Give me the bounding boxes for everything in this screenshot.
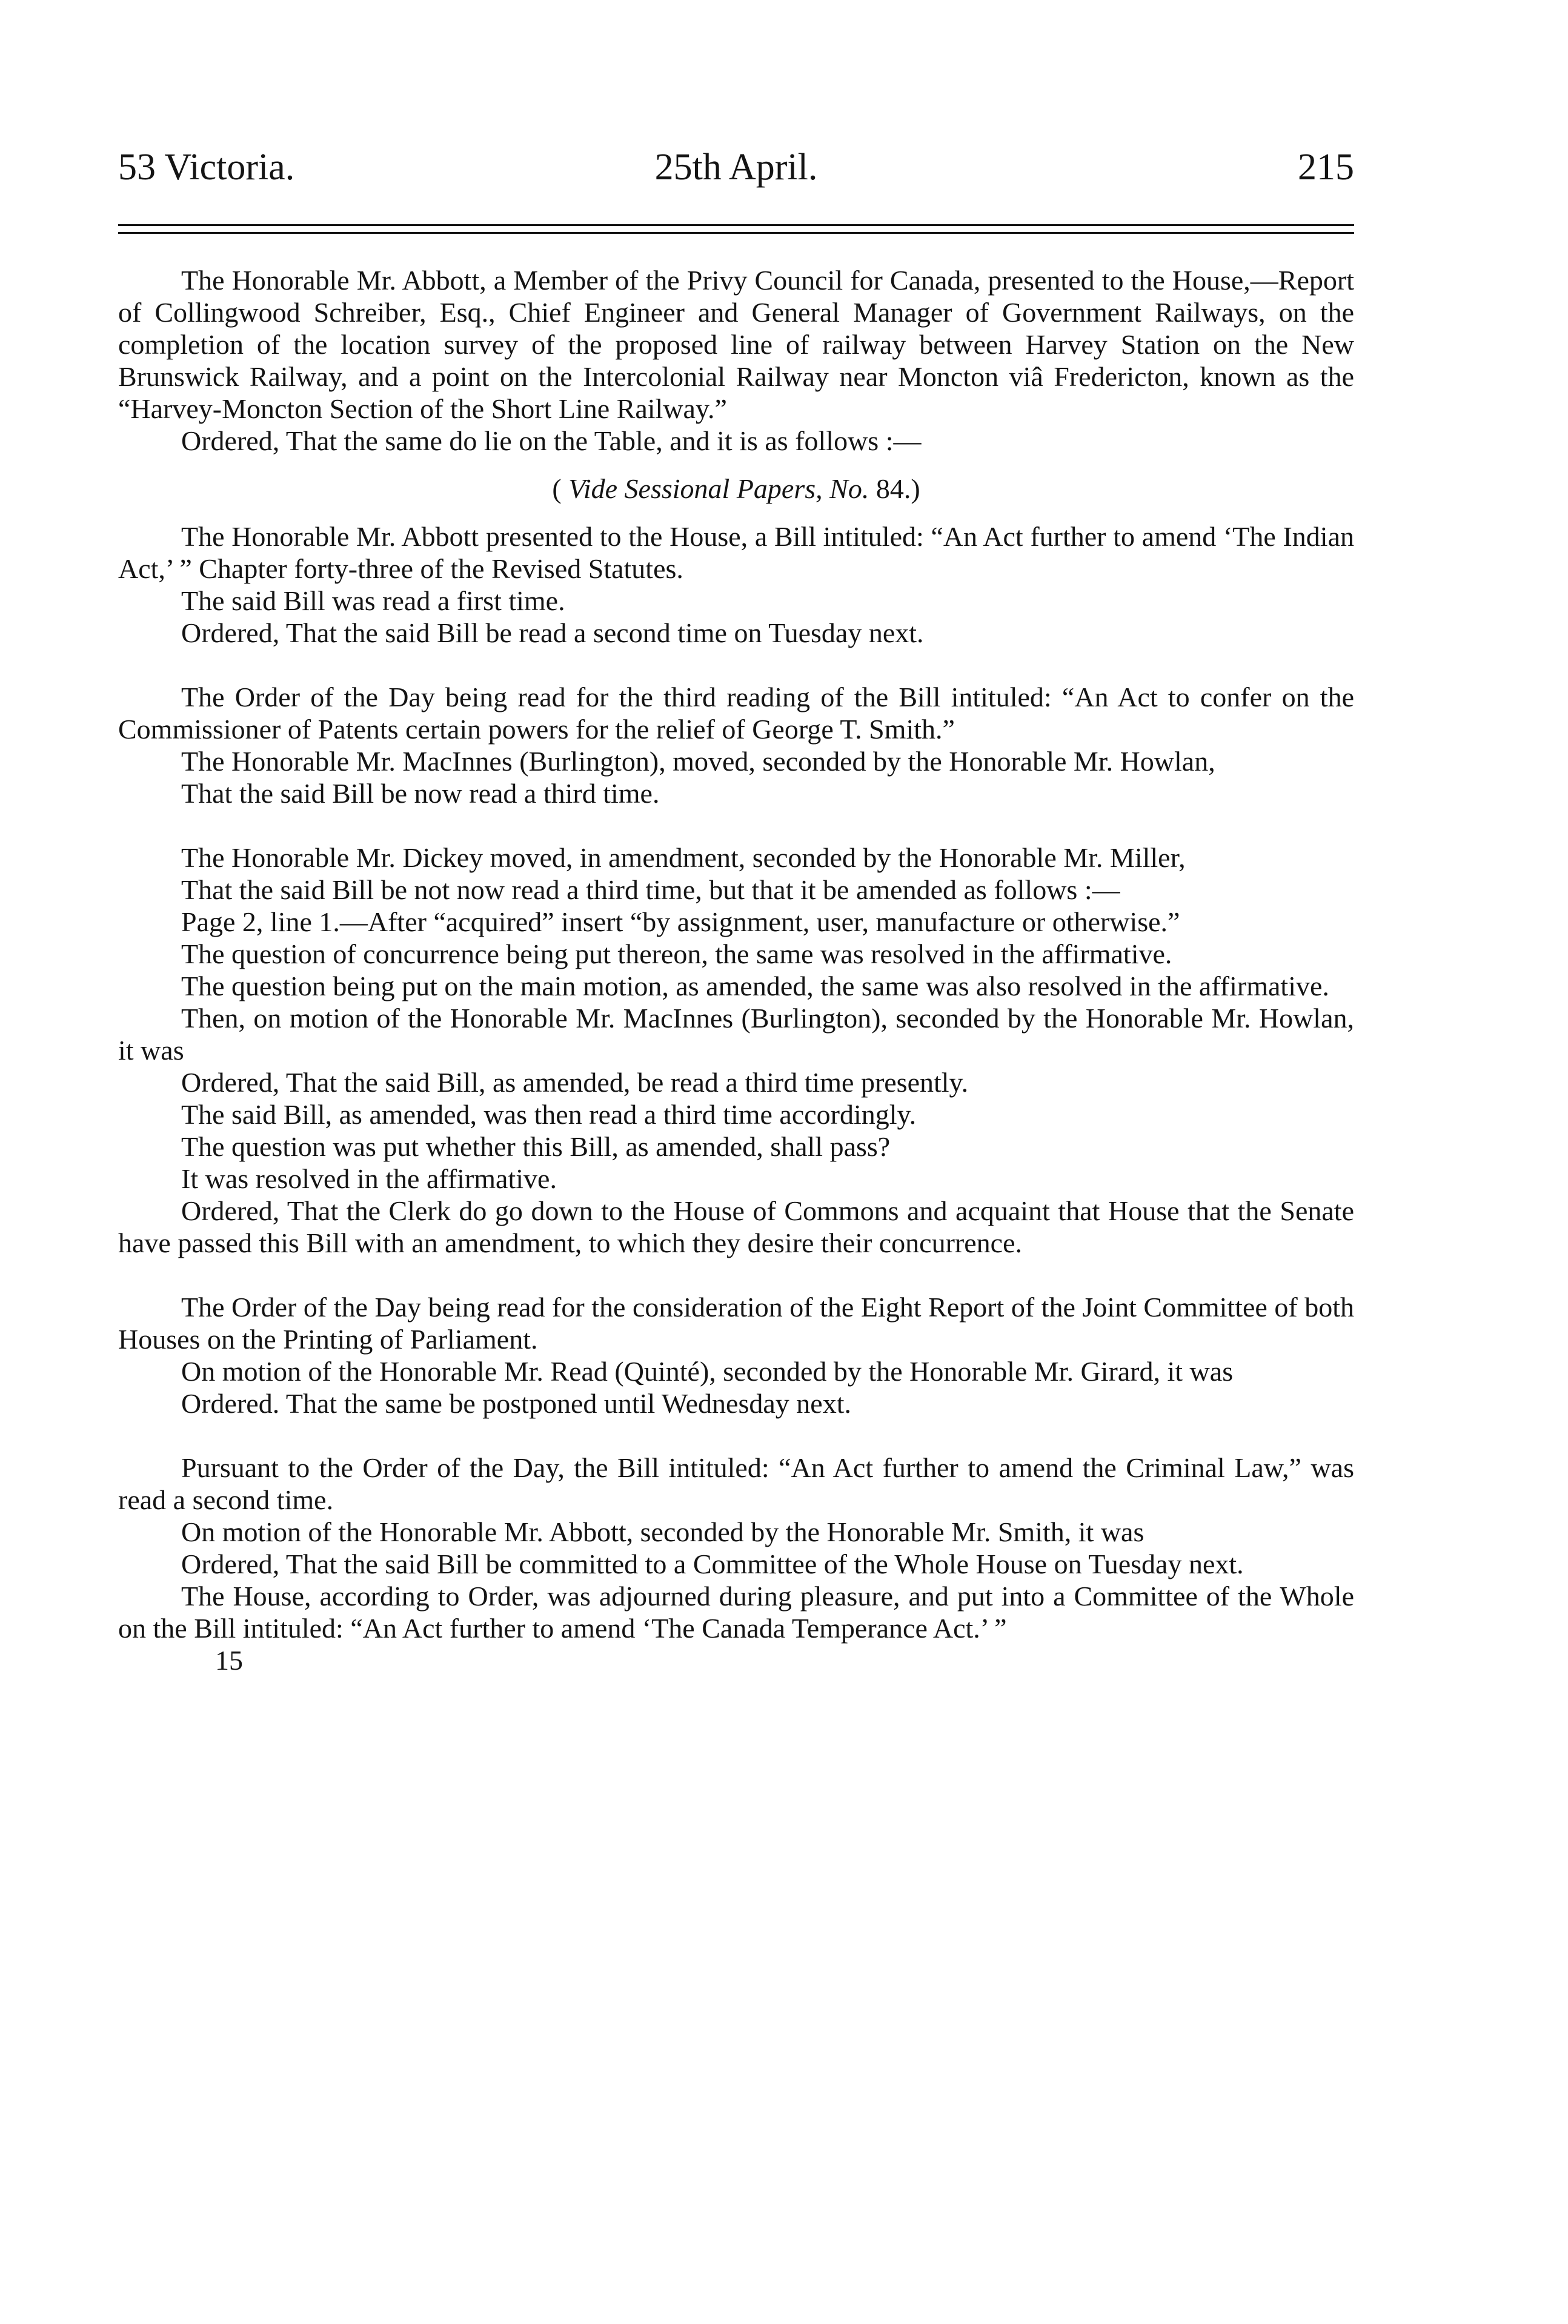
vide-text: Vide Sessional Papers, No. [568, 473, 869, 504]
paragraph: That the said Bill be now read a third time. [181, 778, 660, 809]
paragraph: On motion of the Honorable Mr. Abbott, seconded by the Honorable Mr. Smith, it was [181, 1516, 1144, 1547]
paragraph: Pursuant to the Order of the Day, the Bill intituled: “An Act further to amend the Criminal Law,” was read a second time. [118, 1452, 1354, 1515]
header-rule-bottom [118, 232, 1354, 234]
paragraph: Ordered, That the said Bill, as amended, be read a third time presently. [181, 1067, 969, 1098]
paragraph: The Honorable Mr. Abbott, a Member of the Privy Council for Canada, presented to the House,—Report of Collingwood Schreiber, Esq., Chief Engineer and General Manager of Government Railways, on the completion of the location survey of the proposed line of railway between Harvey Station on the New Brunswick Railway, and a point on the Intercolonial Railway near Moncton viâ Fredericton, known as the “Harvey-Moncton Section of the Short Line Railway.” [118, 265, 1354, 424]
paragraph: On motion of the Honorable Mr. Read (Quinté), seconded by the Honorable Mr. Girard, it was [181, 1356, 1234, 1387]
paragraph: Ordered, That the Clerk do go down to the House of Commons and acquaint that House that the Senate have passed this Bill with an amendment, to which they desire their concurrence. [118, 1195, 1354, 1258]
paragraph: Then, on motion of the Honorable Mr. MacInnes (Burlington), seconded by the Honorable Mr. Howlan, it was [118, 1003, 1354, 1066]
paragraph: The House, according to Order, was adjourned during pleasure, and put into a Committee of the Whole on the Bill intituled: “An Act further to amend ‘The Canada Temperance Act.’ ” [118, 1581, 1354, 1644]
header-date: 25th April. [654, 147, 818, 188]
paragraph: Ordered, That the said Bill be read a second time on Tuesday next. [181, 617, 924, 648]
paragraph: Page 2, line 1.—After “acquired” insert “by assignment, user, manufacture or otherwise.” [181, 906, 1180, 937]
paragraph: That the said Bill be not now read a third time, but that it be amended as follows :— [181, 874, 1120, 905]
signature-mark: 15 [215, 1645, 243, 1676]
paragraph: The said Bill, as amended, was then read a third time accordingly. [181, 1099, 917, 1130]
paragraph: The Order of the Day being read for the consideration of the Eight Report of the Joint Committee of both Houses on the Printing of Parliament. [118, 1292, 1354, 1355]
paragraph: The Honorable Mr. Dickey moved, in amendment, seconded by the Honorable Mr. Miller, [181, 842, 1186, 873]
header-rule-top [118, 224, 1354, 226]
paragraph: Ordered, That the said Bill be committed to a Committee of the Whole House on Tuesday next. [181, 1549, 1244, 1579]
journal-body [118, 264, 1354, 1676]
paragraph: The said Bill was read a first time. [181, 585, 565, 616]
vide-number: 84.) [869, 473, 920, 504]
running-header [118, 143, 1354, 191]
paragraph: The question was put whether this Bill, as amended, shall pass? [181, 1131, 891, 1162]
page-number: 215 [1298, 147, 1354, 188]
vide-reference [118, 473, 1354, 505]
paragraph: It was resolved in the affirmative. [181, 1163, 557, 1194]
paragraph: The Order of the Day being read for the third reading of the Bill intituled: “An Act to confer on the Commissioner of Patents certain powers for the relief of George T. Smith.” [118, 682, 1354, 745]
session-label: 53 Victoria. [118, 147, 295, 188]
paragraph: The question being put on the main motion, as amended, the same was also resolved in the affirmative. [181, 971, 1329, 1001]
vide-open: ( [552, 473, 569, 504]
paragraph: Ordered, That the same do lie on the Table, and it is as follows :— [181, 425, 922, 456]
paragraph: The question of concurrence being put thereon, the same was resolved in the affirmative. [181, 938, 1172, 969]
paragraph: The Honorable Mr. MacInnes (Burlington), moved, seconded by the Honorable Mr. Howlan, [181, 746, 1215, 777]
paragraph: The Honorable Mr. Abbott presented to the House, a Bill intituled: “An Act further to amend ‘The Indian Act,’ ” Chapter forty-three of the Revised Statutes. [118, 521, 1354, 584]
paragraph: Ordered. That the same be postponed until Wednesday next. [181, 1388, 851, 1419]
